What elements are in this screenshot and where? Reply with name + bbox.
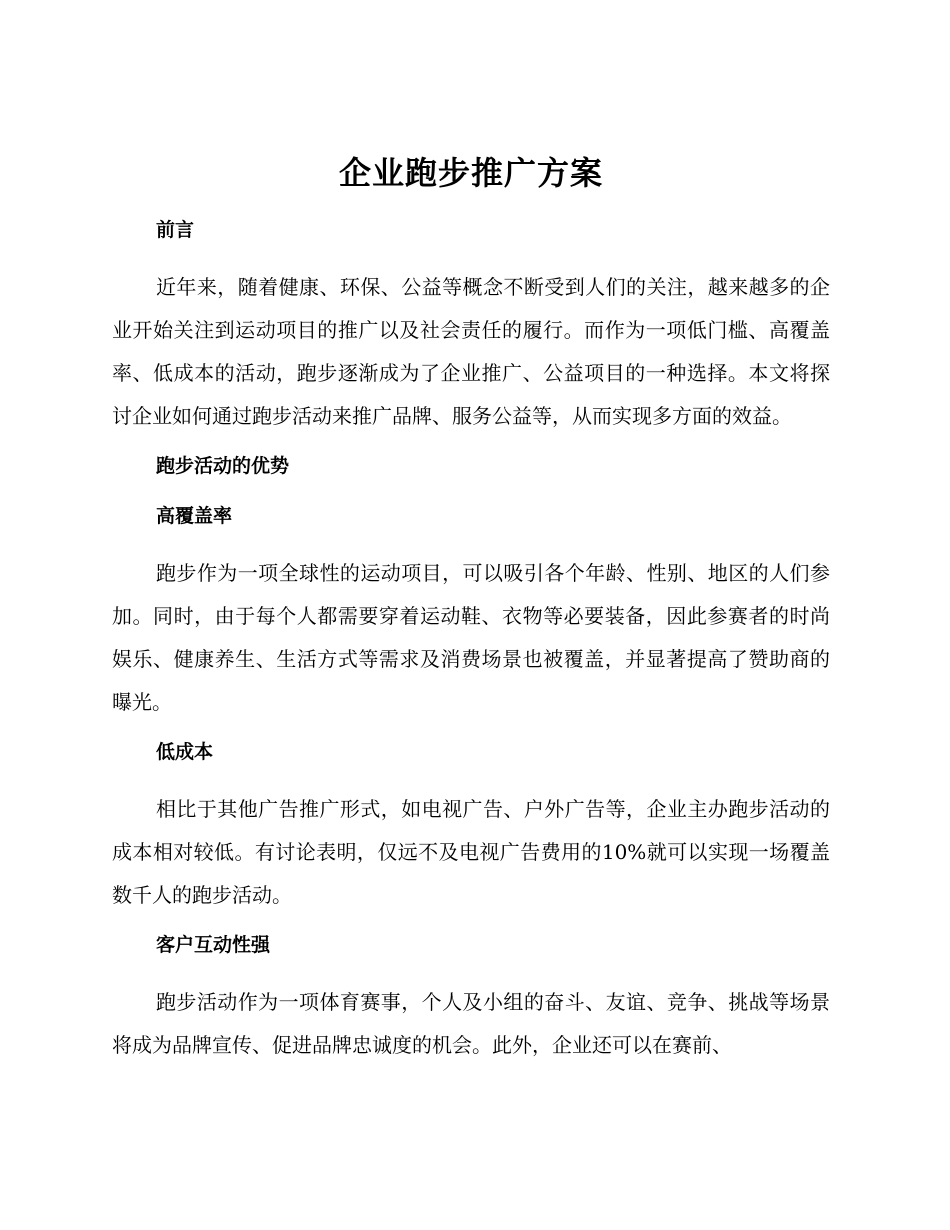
paragraph-low-cost: 相比于其他广告推广形式，如电视广告、户外广告等，企业主办跑步活动的成本相对较低。有讨论表明，仅远不及电视广告费用的10%就可以实现一场覆盖数千人的跑步活动。 — [112, 797, 830, 907]
paragraph-preface: 近年来，随着健康、环保、公益等概念不断受到人们的关注，越来越多的企业开始关注到运动项目的推广以及社会责任的履行。而作为一项低门槛、高覆盖率、低成本的活动，跑步逐渐成为了企业推广、公益项目的一种选择。本文将探讨企业如何通过跑步活动来推广品牌、服务公益等，从而实现多方面的效益。 — [112, 275, 830, 428]
subheading-low-cost: 低成本 — [156, 741, 214, 763]
document-page — [112, 150, 830, 1081]
paragraph-high-coverage: 跑步作为一项全球性的运动项目，可以吸引各个年龄、性别、地区的人们参加。同时，由于每个人都需要穿着运动鞋、衣物等必要装备，因此参赛者的时尚娱乐、健康养生、生活方式等需求及消费场景也被覆盖，并显著提高了赞助商的曝光。 — [112, 561, 830, 714]
paragraph-customer-interaction: 跑步活动作为一项体育赛事，个人及小组的奋斗、友谊、竞争、挑战等场景将成为品牌宣传、促进品牌忠诚度的机会。此外，企业还可以在赛前、 — [112, 990, 830, 1057]
section-heading-preface: 前言 — [156, 219, 195, 241]
subheading-high-coverage: 高覆盖率 — [156, 505, 233, 527]
section-heading-advantages: 跑步活动的优势 — [156, 455, 290, 477]
document-title: 企业跑步推广方案 — [338, 154, 603, 192]
subheading-customer-interaction: 客户互动性强 — [156, 934, 271, 956]
